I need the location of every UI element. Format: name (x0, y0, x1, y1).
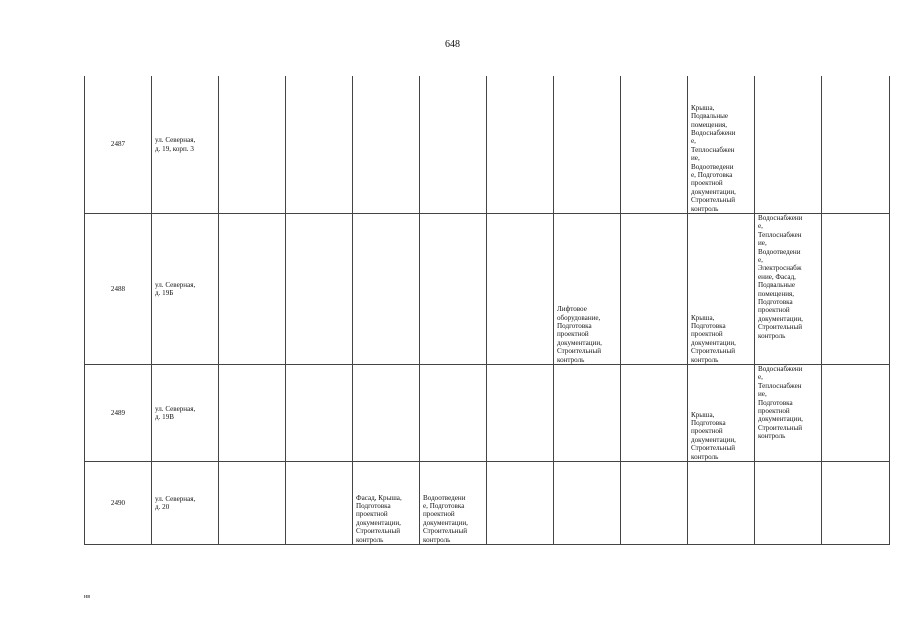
address-cell: ул. Северная, д. 20 (152, 462, 219, 545)
repair-schedule-table (84, 76, 890, 545)
works-cell (755, 462, 822, 545)
works-cell (554, 365, 621, 462)
works-cell: Водоснабжени е, Теплоснабжен ие, Подготовка проектной документации, Строительный контроль (755, 365, 822, 462)
table-cell (219, 76, 286, 214)
address-cell: ул. Северная, д. 19Б (152, 214, 219, 365)
works-cell: Крыша, Подготовка проектной документации, Строительный контроль (688, 365, 755, 462)
table-cell (353, 365, 420, 462)
row-number: 2490 (85, 462, 152, 545)
works-cell: Водоснабжени е, Теплоснабжен ие, Водоотведени е, Электроснабж ение, Фасад, Подвальные помещения, Подготовка проектной документации, Строительный контроль (755, 214, 822, 365)
address-cell: ул. Северная, д. 19, корп. 3 (152, 76, 219, 214)
page-number: 648 (445, 39, 460, 50)
footer-mark: нв (84, 594, 91, 600)
table-cell (353, 214, 420, 365)
table-cell (487, 214, 554, 365)
table-cell (219, 214, 286, 365)
works-cell (554, 76, 621, 214)
works-cell (621, 76, 688, 214)
works-cell (621, 462, 688, 545)
table-cell (219, 365, 286, 462)
table-row (85, 76, 890, 214)
row-number: 2487 (85, 76, 152, 214)
table-cell (286, 462, 353, 545)
table-cell (420, 365, 487, 462)
row-number: 2489 (85, 365, 152, 462)
table-row (85, 462, 890, 545)
table-cell (219, 462, 286, 545)
works-cell (554, 462, 621, 545)
table-cell (822, 462, 890, 545)
table-cell (487, 365, 554, 462)
row-number: 2488 (85, 214, 152, 365)
works-cell (688, 462, 755, 545)
works-cell (755, 76, 822, 214)
table-cell (420, 76, 487, 214)
table-cell (420, 214, 487, 365)
table-cell (286, 76, 353, 214)
works-cell (621, 214, 688, 365)
table-cell (822, 365, 890, 462)
table-cell (822, 214, 890, 365)
table-cell (353, 76, 420, 214)
works-cell: Фасад, Крыша, Подготовка проектной документации, Строительный контроль (353, 462, 420, 545)
address-cell: ул. Северная, д. 19В (152, 365, 219, 462)
table-cell (286, 214, 353, 365)
works-cell: Крыша, Подготовка проектной документации, Строительный контроль (688, 214, 755, 365)
works-cell (621, 365, 688, 462)
table-row (85, 214, 890, 365)
works-cell: Лифтовое оборудование, Подготовка проектной документации, Строительный контроль (554, 214, 621, 365)
works-cell: Крыша, Подвальные помещения, Водоснабжени е, Теплоснабжен ие, Водоотведени е, Подготовка проектной документации, Строительный контроль (688, 76, 755, 214)
works-cell: Водоотведени е, Подготовка проектной документации, Строительный контроль (420, 462, 487, 545)
table-cell (487, 462, 554, 545)
table-cell (822, 76, 890, 214)
table-cell (487, 76, 554, 214)
table-row (85, 365, 890, 462)
table-cell (286, 365, 353, 462)
